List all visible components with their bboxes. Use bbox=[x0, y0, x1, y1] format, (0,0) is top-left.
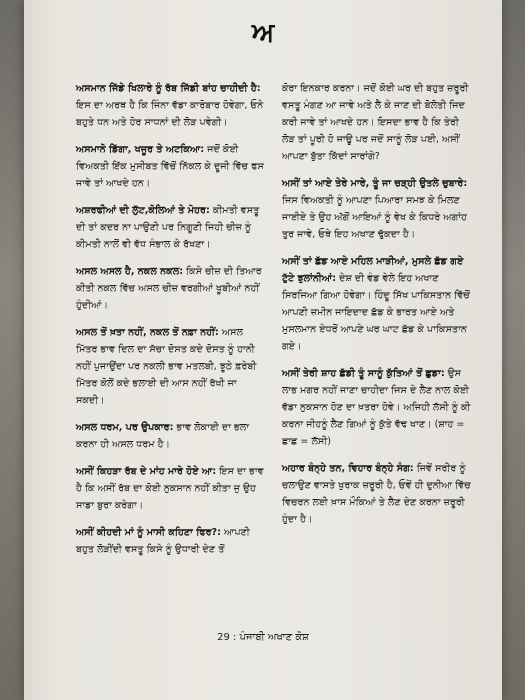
entry-term: ਅਸ਼ਰਫੀਆਂ ਦੀ ਲੁੱਟ,ਕੋਲਿਆਂ ਤੇ ਮੋਹਰ: bbox=[76, 204, 210, 216]
entry bbox=[76, 141, 266, 192]
entry-text: ਜਦੋਂ ਕੋਈ ਵਿਅਕਤੀ ਇੱਕ ਮੁਸੀਬਤ ਵਿੱਚੋਂ ਨਿੱਕਲ ਕੇ ਦੂਜੀ ਵਿੱਚ ਫਸ ਜਾਵੇ ਤਾਂ ਆਖਦੇ ਹਨ। bbox=[76, 143, 264, 189]
left-column bbox=[76, 70, 266, 568]
entry bbox=[76, 263, 266, 314]
entry-text: ਇਸ ਦਾ ਅਰਥ ਹੈ ਕਿ ਜਿੰਨਾ ਵੱਡਾ ਕਾਰੋਬਾਰ ਹੋਵੇਗਾ, ਓਨੇ ਬਹੁਤੇ ਧਨ ਅਤੇ ਹੋਰ ਸਾਧਨਾਂ ਦੀ ਲੋੜ ਪਵੇਗੀ। bbox=[76, 99, 264, 128]
entry-text: ਜਿਵੇਂ ਸਰੀਰ ਨੂੰ ਚਲਾਉਣ ਵਾਸਤੇ ਖੁਰਾਕ ਜ਼ਰੂਰੀ ਹੈ, ਓਵੇਂ ਹੀ ਦੁਨੀਆ ਵਿੱਚ ਵਿਚਰਨ ਲਈ ਖ਼ਾਸ ਮੌਕਿਆਂ ਤੇ ਲੈਣ ਦੇਣ ਕਰਨਾ ਜ਼ਰੂਰੀ ਹੁੰਦਾ ਹੈ। bbox=[282, 462, 471, 525]
entry-term: ਅਸੀਂ ਕਿਹੜਾ ਰੱਬ ਦੇ ਮਾਂਹ ਮਾਰੇ ਹੋਏ ਆ: bbox=[76, 465, 217, 477]
entry-text: ਇਸ ਦਾ ਭਾਵ ਹੈ ਕਿ ਅਸੀਂ ਰੱਬ ਦਾ ਕੋਈ ਨੁਕਸਾਨ ਨਹੀਂ ਕੀਤਾ ਜੁ ਉਹ ਸਾਡਾ ਬੁਰਾ ਕਰੇਗਾ। bbox=[76, 465, 264, 511]
entry bbox=[76, 80, 266, 131]
entry-text: ਦੇਸ਼ ਦੀ ਵੰਡ ਵੇਲੇ ਇਹ ਅਖਾਣ ਸਿਰਜਿਆ ਗਿਆ ਹੋਵੇਗਾ। ਹਿੰਦੂ ਸਿੱਖ ਪਾਕਿਸਤਾਨ ਵਿੱਚੋਂ ਆਪਣੀ ਜ਼ਮੀਨ ਜਾਇਦਾਦ ਛੱਡ ਕੇ ਭਾਰਤ ਆਏ ਅਤੇ ਮੁਸਲਮਾਨ ਏਧਰੋਂ ਆਪਣੇ ਘਰ ਘਾਟ ਛੱਡ ਕੇ ਪਾਕਿਸਤਾਨ ਗਏ। bbox=[282, 272, 470, 352]
entry-term: ਅਸਲ ਤੋਂ ਖ਼ਤਾ ਨਹੀਂ, ਨਕਲ ਤੋਂ ਨਫ਼ਾ ਨਹੀਂ: bbox=[76, 326, 219, 338]
entry-continuation bbox=[282, 80, 472, 165]
page-footer: 29 : ਪੰਜਾਬੀ ਅਖਾਣ ਕੋਸ਼ bbox=[217, 632, 309, 643]
entry-term: ਅਸੀਂ ਤਾਂ ਛੱਡ ਆਏ ਮਹਿਲ ਮਾੜੀਆਂ, ਮੁਸਲੇ ਛੱਡ ਗਏ ਟੁੱਟੇ ਝੁਲਾਂਨੀਆਂ: bbox=[282, 255, 464, 284]
entry bbox=[282, 365, 472, 450]
entry-text: ਕੀਮਤੀ ਵਸਤੂ ਦੀ ਤਾਂ ਕਦਰ ਨਾ ਪਾਉਣੀ ਪਰ ਨਿਗੂਣੀ ਜਿਹੀ ਚੀਜ਼ ਨੂੰ ਕੀਮਤੀ ਨਾਲੋਂ ਵੀ ਵੱਧ ਸੰਭਾਲ ਕੇ ਰੱਖਣਾ। bbox=[76, 204, 260, 250]
entry bbox=[282, 175, 472, 243]
entry-text: ਅਸਲ ਮਿੱਤਰ ਭਾਵ ਦਿਲ ਦਾ ਸੱਚਾ ਦੋਸਤ ਕਦੇ ਦੋਸਤ ਨੂੰ ਹਾਨੀ ਨਹੀਂ ਪੁਜਾਉਂਦਾ ਪਰ ਨਕਲੀ ਭਾਵ ਮਤਲਬੀ, ਝੂਠੇ ਫ਼ਰੇਬੀ ਮਿੱਤਰ ਕੋਲੋਂ ਕਦੇ ਭਲਾਈ ਦੀ ਆਸ ਨਹੀਂ ਰੱਖੀ ਜਾ ਸਕਦੀ। bbox=[76, 326, 257, 406]
entry-text: ਕਿਸੇ ਚੀਜ਼ ਦੀ ਤਿਆਰ ਕੀਤੀ ਨਕਲ ਵਿੱਚ ਅਸਲ ਚੀਜ਼ ਵਰਗੀਆਂ ਖੂਬੀਆਂ ਨਹੀਂ ਹੁੰਦੀਆਂ। bbox=[76, 265, 262, 311]
entry-text: ਭਾਵ ਲੋਕਾਈ ਦਾ ਭਲਾ ਕਰਨਾ ਹੀ ਅਸਲ ਧਰਮ ਹੈ। bbox=[76, 421, 250, 450]
entry bbox=[282, 253, 472, 355]
book-page bbox=[24, 0, 502, 700]
entry-term: ਅਸਮਾਨੋ ਡਿੱਗਾ, ਖਜੂਰ ਤੇ ਅਟਕਿਆ: bbox=[76, 143, 205, 155]
entry bbox=[76, 202, 266, 253]
entry-text: ਕੋਰਾ ਇਨਕਾਰ ਕਰਨਾ। ਜਦੋਂ ਕੋਈ ਘਰ ਦੀ ਬਹੁਤ ਜ਼ਰੂਰੀ ਵਸਤੂ ਮੰਗਣ ਆ ਜਾਵੇ ਅਤੇ ਲੈ ਕੇ ਜਾਣ ਦੀ ਬੋਲੋਤੀ ਜਿਦ ਕਰੀ ਜਾਵੇ ਤਾਂ ਆਖਦੇ ਹਨ। ਇਸਦਾ ਭਾਵ ਹੈ ਕਿ ਤੇਰੀ ਲੋੜ ਤਾਂ ਪੂਰੀ ਹੋ ਜਾਊ ਪਰ ਜਦੋਂ ਸਾਨੂੰ ਲੋੜ ਪਈ, ਅਸੀਂ ਆਪਣਾ ਬੁੱਤਾ ਕਿੱਦਾਂ ਸਾਰਾਂਗੇ? bbox=[282, 82, 469, 162]
entry-term: ਅਸੀਂ ਤੇਰੀ ਸ਼ਾਹ ਛੱਡੀ ਤੂੰ ਸਾਨੂੰ ਕੁੱਤਿਆਂ ਤੋਂ ਛੁਡਾ: bbox=[282, 367, 445, 379]
entry bbox=[76, 463, 266, 514]
entry-text: ਉਸ ਲਾਭ ਮਗਰ ਨਹੀਂ ਜਾਣਾ ਚਾਹੀਦਾ ਜਿਸ ਦੇ ਲੈਣ ਨਾਲ ਕੋਈ ਵੱਡਾ ਨੁਕਸਾਨ ਹੋਣ ਦਾ ਖ਼ਤਰਾ ਹੋਵੇ। ਅਜਿਹੀ ਲੱਸੀ ਨੂੰ ਕੀ ਕਰਨਾ ਜੀਹਨੂੰ ਲੈਣ ਗਿਆਂ ਨੂੰ ਕੁੱਤੇ ਵੱਢ ਖਾਣ। (ਸ਼ਾਹ = ਛਾਛ = ਲੱਸੀ) bbox=[282, 367, 471, 447]
entry-text: ਜਿਸ ਵਿਅਕਤੀ ਨੂੰ ਆਪਣਾ ਪਿਆਰਾ ਸਮਝ ਕੇ ਮਿਲਣ ਜਾਈਏ ਤੇ ਉਹ ਅੱਗੋਂ ਆਇਆਂ ਨੂੰ ਵੇਖ ਕੇ ਕਿਧਰੇ ਅਗਾਂਹ ਤੁਰ ਜਾਵੇ, ਓਥੇ ਇਹ ਅਖਾਣ ਢੁੱਕਦਾ ਹੈ। bbox=[282, 194, 467, 240]
page-header-letter: ਅ bbox=[251, 18, 275, 48]
entry bbox=[76, 324, 266, 409]
entry bbox=[76, 524, 266, 558]
entry-term: ਅਸਲ ਅਸਲ ਹੈ, ਨਕਲ ਨਕਲ: bbox=[76, 265, 184, 277]
entry-term: ਅਸੀਂ ਕੀਹਦੀ ਮਾਂ ਨੂੰ ਮਾਸੀ ਕਹਿਣਾ ਫਿਰ?: bbox=[76, 526, 221, 538]
entry bbox=[76, 419, 266, 453]
entry bbox=[282, 460, 472, 528]
entry-term: ਅਸਮਾਨ ਜਿੱਡੇ ਖਿਲਾਰੇ ਨੂੰ ਰੱਬ ਜਿੱਡੀ ਬਾਂਹ ਚਾਹੀਦੀ ਹੈ: bbox=[76, 82, 261, 94]
entry-term: ਅਸੀਂ ਤਾਂ ਆਏ ਤੇਰੇ ਮਾਰੇ, ਤੂੰ ਜਾ ਚੜ੍ਹੀ ਉਤਲੇ ਚੁਬਾਰੇ: bbox=[282, 177, 468, 189]
entry-term: ਅਹਾਰ ਬੰਨ੍ਹੇ ਤਨ, ਵਿਹਾਰ ਬੰਨ੍ਹੇ ਸੰਗ: bbox=[282, 462, 414, 474]
right-column bbox=[282, 70, 472, 538]
entry-text: ਆਪਣੀ ਬਹੁਤ ਲੋੜੀਂਦੀ ਵਸਤੂ ਕਿਸੇ ਨੂੰ ਉਧਾਰੀ ਦੇਣ ਤੋਂ bbox=[76, 526, 250, 555]
entry-term: ਅਸਲ ਧਰਮ, ਪਰ ਉਪਕਾਰ: bbox=[76, 421, 174, 433]
